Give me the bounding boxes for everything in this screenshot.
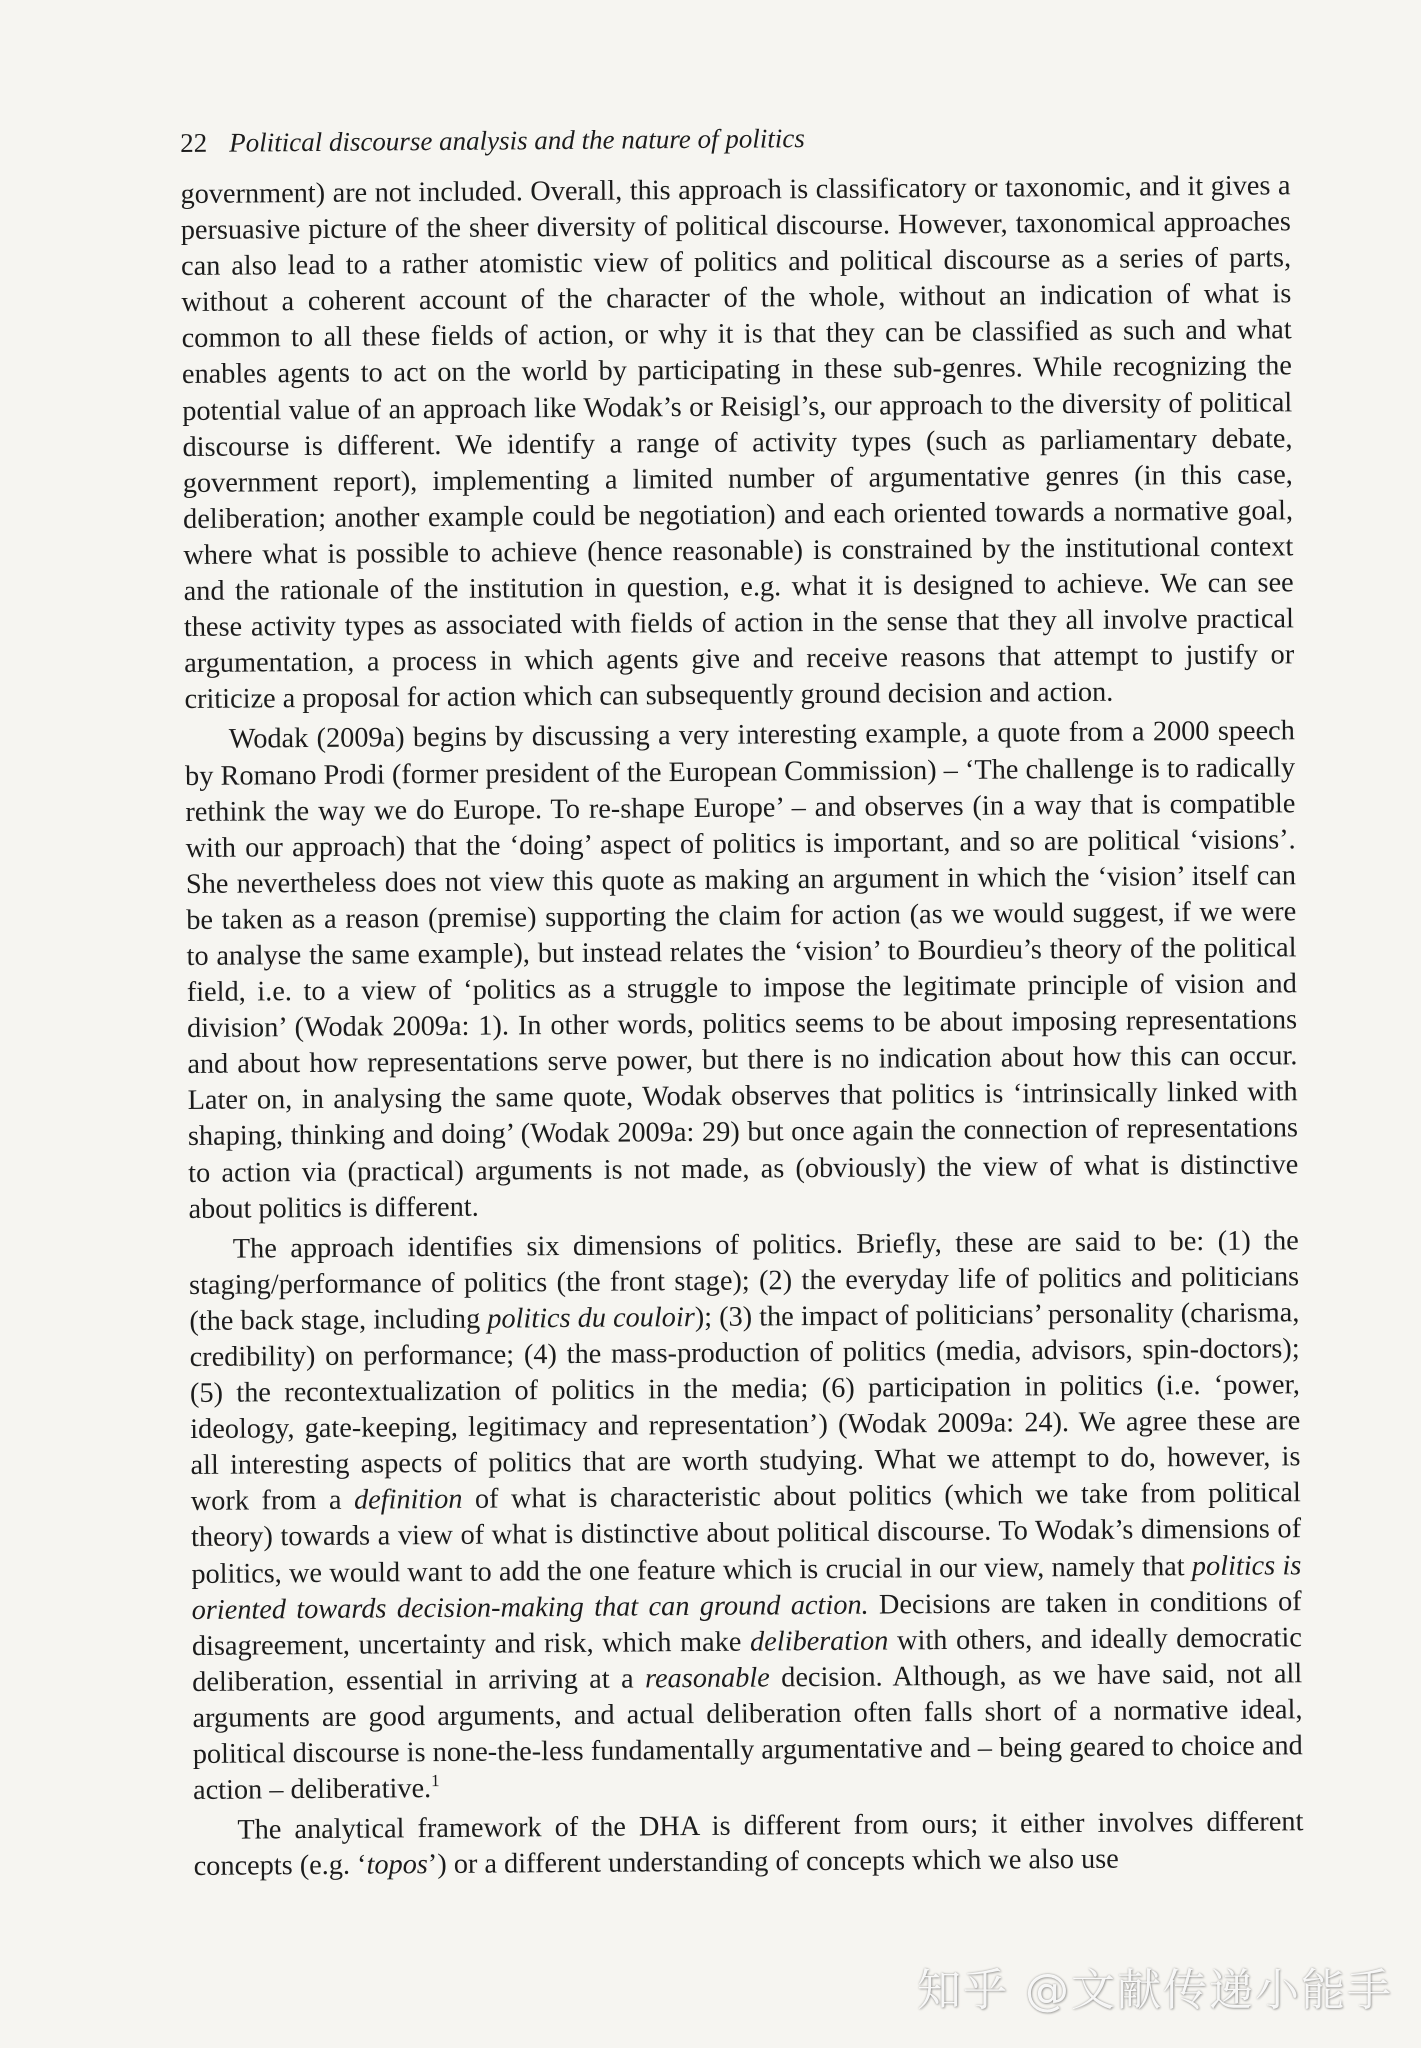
running-title: Political discourse analysis and the nature of politics	[229, 123, 805, 158]
running-head	[180, 116, 1290, 161]
page-number: 22	[180, 127, 208, 158]
paragraph-3-text-3: of what is characteristic about politics (which we take from political theory) towards a view of what is distinctive about political discourse. To Wodak’s dimensions of politics, we would want to add the one feature which is crucial in our view, namely that	[190, 1477, 1302, 1590]
footnote-ref[interactable]: 1	[431, 1771, 440, 1791]
paragraph-3-text-6: decision. Although, as we have said, not all arguments are good arguments, and actual deliberation often falls short of a normative ideal, political discourse is none-the-less fundamentally argumentative and – being geared to choice and action – deliberative.	[192, 1658, 1303, 1807]
watermark: 知乎 @文献传递小能手	[917, 1965, 1393, 2016]
paragraph-3-italic-4: deliberation	[749, 1625, 889, 1658]
paragraph-3-italic-1: politics du couloir	[487, 1301, 695, 1335]
paragraph-3-text-4: Decisions are taken in conditions of disagreement, uncertainty and risk, which make	[191, 1585, 1302, 1662]
paragraph-4-text-2: ’) or a different understanding of concepts which we also use	[427, 1843, 1119, 1881]
paragraph-3-text-2: ); (3) the impact of politicians’ personality (charisma, credibility) on performance; (4) the mass-production of politics (media, advisors, spin-doctors); (5) the recontextualization of politics in the media; (6) participation in politics (i.e. ‘power, ideology, gate-keeping, legitimacy and representation’) (Wodak 2009a: 24). We agree these are all interesting aspects of politics that are worth studying. What we attempt to do, however, is work from a	[189, 1297, 1301, 1518]
paragraph-2: Wodak (2009a) begins by discussing a very interesting example, a quote from a 2000 speech by Romano Prodi (former president of the European Commission) – ‘The challenge is to radically rethink the way we do Europe. To re-shape Europe’ – and observes (in a way that is compatible with our approach) that the ‘doing’ aspect of politics is important, and so are political ‘visions’. She nevertheless does not view this quote as making an argument in which the ‘vision’ itself can be taken as a reason (premise) supporting the claim for action (as we would suggest, if we were to analyse the same example), but instead relates the ‘vision’ to Bourdieu’s theory of the political field, i.e. to a view of ‘politics as a struggle to impose the legitimate principle of vision and division’ (Wodak 2009a: 1). In other words, politics seems to be about imposing representations and about how representations serve power, but there is no indication about how this can occur. Later on, in analysing the same quote, Wodak observes that politics is ‘intrinsically linked with shaping, thinking and doing’ (Wodak 2009a: 29) but once again the connection of representations to action via (practical) arguments is not made, as (obviously) the view of what is distinctive about politics is different.	[184, 715, 1299, 1225]
paragraph-3-text-5: with others, and ideally democratic deliberation, essential in arriving at a	[192, 1621, 1303, 1698]
paragraph-4	[193, 1804, 1304, 1885]
paragraph-3-italic-2: definition	[353, 1484, 463, 1517]
paragraph-3-italic-3: politics is oriented towards decision-making that can ground action.	[191, 1549, 1302, 1626]
paragraph-3	[189, 1223, 1304, 1809]
paragraph-3-italic-5: reasonable	[644, 1662, 770, 1695]
body-text	[180, 168, 1303, 1885]
paragraph-4-text-1: The analytical framework of the DHA is different from ours; it either involves different concepts (e.g. ‘	[193, 1806, 1304, 1883]
paragraph-1: government) are not included. Overall, this approach is classificatory or taxonomic, and it gives a persuasive picture of the sheer diversity of political discourse. However, taxonomical approaches can also lead to a rather atomistic view of politics and political discourse as a series of parts, without a coherent account of the character of the whole, without an indication of what is common to all these fields of action, or why it is that they can be classified as such and what enables agents to act on the world by participating in these sub-genres. While recognizing the potential value of an approach like Wodak’s or Reisigl’s, our approach to the diversity of political discourse is different. We identify a range of activity types (such as parliamentary debate, government report), implementing a limited number of argumentative genres (in this case, deliberation; another example could be negotiation) and each oriented towards a normative goal, where what is possible to achieve (hence reasonable) is constrained by the institutional context and the rationale of the institution in question, e.g. what it is designed to achieve. We can see these activity types as associated with fields of action in the sense that they all involve practical argumentation, a process in which agents give and receive reasons that attempt to justify or criticize a proposal for action which can subsequently ground decision and action.	[180, 170, 1295, 716]
paragraph-4-italic-1: topos	[366, 1849, 428, 1881]
book-page	[180, 116, 1304, 1885]
paragraph-3-text-1: The approach identifies six dimensions of politics. Briefly, these are said to be: (1) the staging/performance of politics (the front stage); (2) the everyday life of politics and politicians (the back stage, including	[188, 1224, 1300, 1337]
